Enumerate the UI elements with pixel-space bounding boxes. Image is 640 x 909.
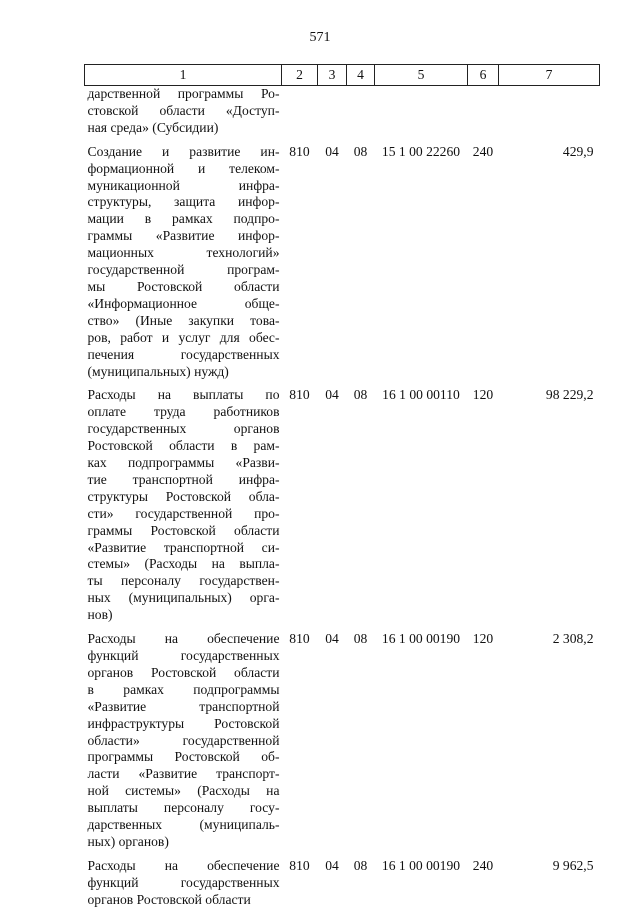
description-line: области» государственной (87, 732, 280, 748)
row-description (85, 851, 282, 909)
description-line: Расходы на обеспечение (87, 857, 280, 873)
ministry-code: 810 (289, 387, 310, 403)
description-line: сти» государственной про- (87, 505, 280, 521)
expense-type-code (468, 86, 499, 137)
table-row (85, 624, 600, 851)
subsection-code: 08 (353, 387, 368, 403)
description-line: дарственной программы Ро- (87, 86, 280, 101)
amount-value: 429,9 (562, 143, 594, 159)
description-line: «Развитие транспортной си- (87, 539, 280, 555)
page-number: 571 (309, 30, 331, 45)
amount-value: 98 229,2 (545, 387, 594, 403)
amount-value (499, 86, 600, 137)
description-line: Расходы на выплаты по (87, 387, 280, 403)
description-line: стовской области «Доступ- (87, 102, 280, 118)
description-line: структуры Ростовской обла- (87, 488, 280, 504)
description-line: (муниципальных) нужд) (87, 363, 229, 379)
table-row (85, 851, 600, 909)
expense-type-code: 120 (472, 631, 494, 647)
section-code: 04 (325, 857, 339, 873)
table-body (85, 86, 600, 909)
ministry-code (282, 86, 318, 137)
subsection-code: 08 (353, 857, 368, 873)
description-line: граммы «Развитие инфор- (87, 228, 280, 244)
description-line: функций государственных (87, 874, 280, 890)
header-col-7: 7 (499, 65, 600, 86)
row-description (85, 137, 282, 381)
description-line: органов Ростовской области (87, 664, 280, 680)
description-line: нов) (87, 607, 113, 623)
header-col-5: 5 (375, 65, 468, 86)
table-row (85, 86, 600, 137)
ministry-code: 810 (289, 631, 310, 647)
description-line: программы Ростовской об- (87, 749, 280, 765)
description-line: ласти «Развитие транспорт- (87, 766, 280, 782)
description-line: дарственных (муниципаль- (87, 817, 280, 833)
subsection-code (347, 86, 375, 137)
ministry-code: 810 (289, 143, 310, 159)
header-col-1: 1 (85, 65, 282, 86)
expense-type-code: 120 (472, 387, 494, 403)
description-line: ров, работ и услуг для обес- (87, 329, 280, 345)
target-article-code: 16 1 00 00190 (381, 857, 461, 873)
description-line: функций государственных (87, 648, 280, 663)
description-line: ство» (Иные закупки това- (87, 312, 280, 328)
section-code: 04 (325, 143, 339, 159)
description-line: инфраструктуры Ростовской (87, 715, 280, 731)
description-line: ты персоналу государствен- (87, 573, 280, 589)
description-line: государственных органов (87, 421, 280, 437)
target-article-code: 16 1 00 00190 (381, 631, 461, 647)
header-col-6: 6 (468, 65, 499, 86)
row-description (85, 86, 282, 137)
row-description (85, 624, 282, 851)
budget-table (84, 64, 600, 909)
description-line: ных (муниципальных) орга- (87, 590, 280, 606)
expense-type-code: 240 (472, 143, 494, 159)
description-line: государственной програм- (87, 262, 280, 278)
description-line: органов Ростовской области (87, 891, 251, 907)
amount-value: 2 308,2 (552, 631, 594, 647)
description-line: формационной и телеком- (87, 160, 280, 176)
target-article-code (375, 86, 468, 137)
description-line: мационных технологий» (87, 245, 280, 261)
table-header-row (85, 65, 600, 86)
section-code (318, 86, 347, 137)
description-line: тие транспортной инфра- (87, 471, 280, 487)
subsection-code: 08 (353, 143, 368, 159)
header-col-4: 4 (347, 65, 375, 86)
description-line: выплаты персоналу госу- (87, 800, 280, 816)
description-line: оплате труда работников (87, 404, 280, 420)
section-code: 04 (325, 631, 339, 647)
target-article-code: 15 1 00 22260 (381, 143, 461, 159)
table-row (85, 380, 600, 624)
description-line: в рамках подпрограммы (87, 681, 280, 697)
row-description (85, 380, 282, 624)
expense-type-code: 240 (472, 857, 494, 873)
subsection-code: 08 (353, 631, 368, 647)
header-col-2: 2 (282, 65, 318, 86)
description-line: «Информационное обще- (87, 295, 280, 311)
description-line: печения государственных (87, 346, 280, 362)
description-line: ной системы» (Расходы на (87, 783, 280, 799)
section-code: 04 (325, 387, 339, 403)
description-line: структуры, защита инфор- (87, 194, 280, 210)
description-line: мации в рамках подпро- (87, 211, 280, 227)
description-line: мы Ростовской области (87, 278, 280, 294)
ministry-code: 810 (289, 857, 310, 873)
description-line: Ростовской области в рам- (87, 438, 280, 454)
table-row (85, 137, 600, 381)
description-line: «Развитие транспортной (87, 698, 280, 714)
amount-value: 9 962,5 (552, 857, 594, 873)
description-line: ных) органов) (87, 833, 169, 849)
description-line: стемы» (Расходы на выпла- (87, 556, 280, 572)
description-line: ках подпрограммы «Разви- (87, 455, 280, 471)
description-line: граммы Ростовской области (87, 522, 280, 538)
header-col-3: 3 (318, 65, 347, 86)
description-line: Создание и развитие ин- (87, 143, 280, 159)
description-line: Расходы на обеспечение (87, 631, 280, 647)
description-line: ная среда» (Субсидии) (87, 119, 219, 135)
target-article-code: 16 1 00 00110 (382, 387, 460, 403)
description-line: муникационной инфра- (87, 177, 280, 193)
